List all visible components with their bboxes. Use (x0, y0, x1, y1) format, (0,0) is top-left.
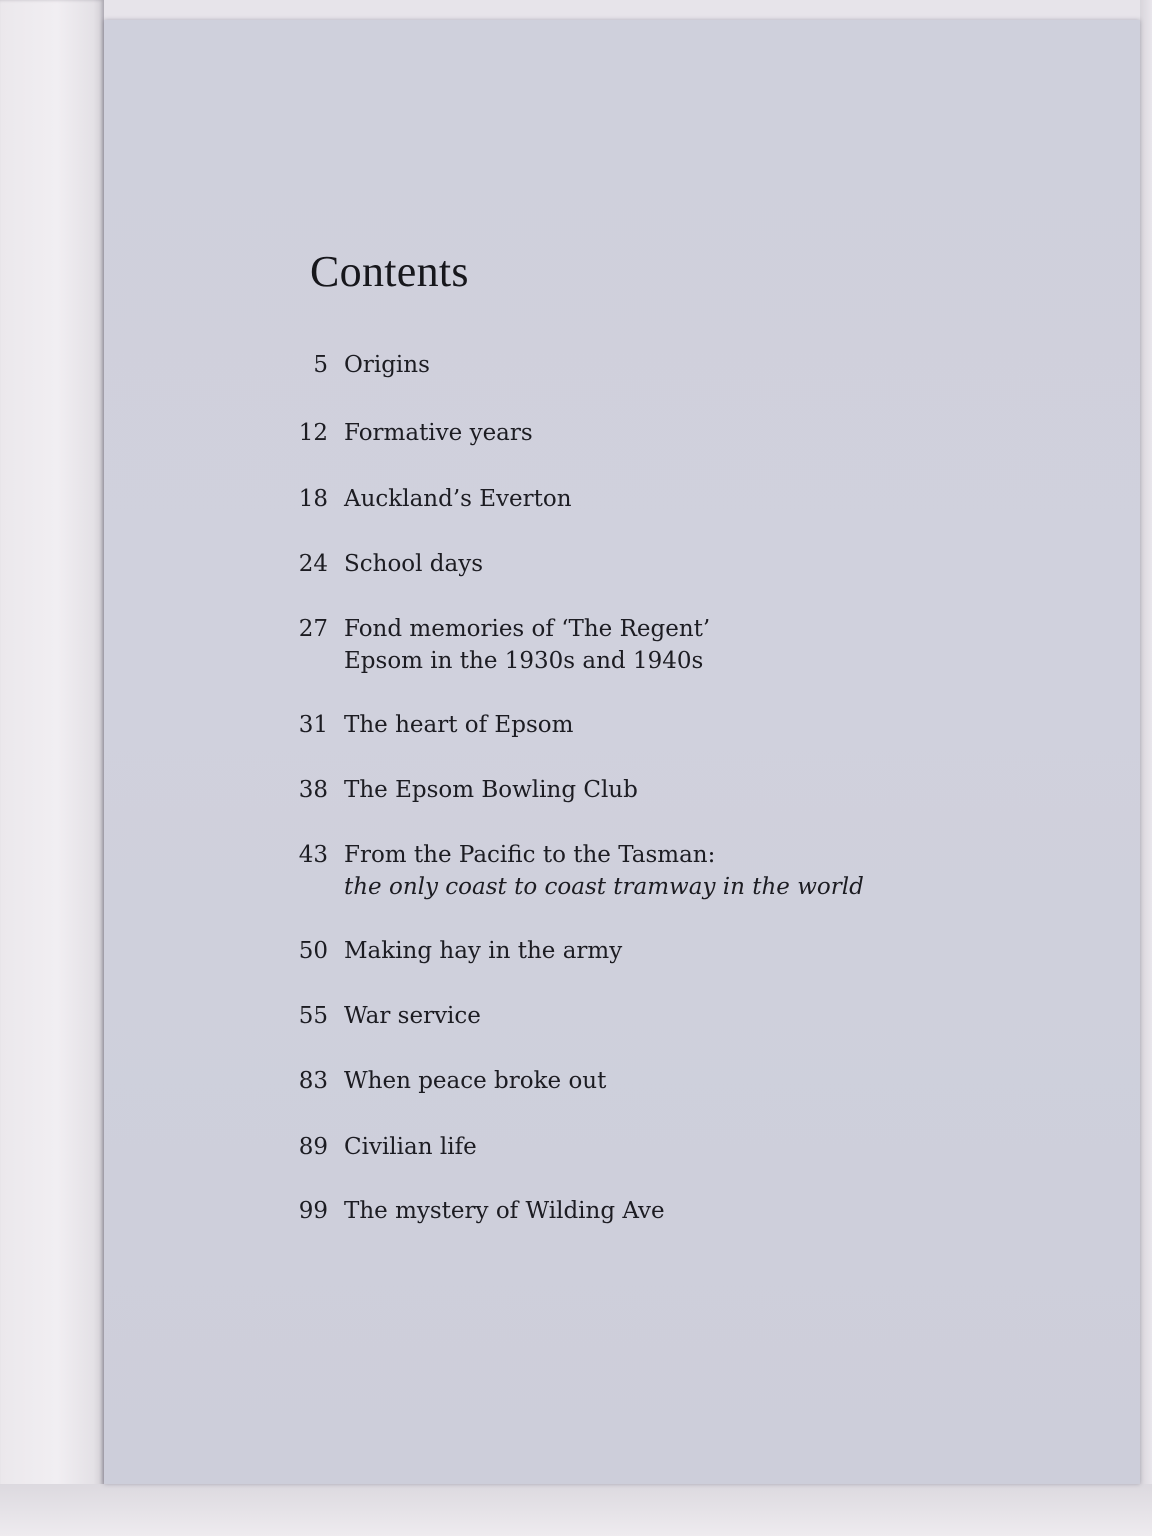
toc-page-number: 83 (298, 1068, 328, 1094)
toc-entry (104, 1003, 1004, 1073)
toc-page-number: 38 (298, 777, 328, 803)
toc-page-number: 24 (298, 551, 328, 577)
toc-chapter-title: School days (344, 551, 484, 577)
toc-entry (104, 420, 1004, 490)
facing-blank-page (0, 0, 104, 1536)
toc-entry (104, 712, 1004, 782)
toc-page-number: 31 (298, 712, 328, 738)
page-title: Contents (310, 247, 469, 296)
toc-entry (104, 551, 1004, 621)
toc-entry (104, 616, 1004, 686)
toc-entry (104, 1198, 1004, 1268)
toc-chapter-title: Origins (344, 352, 430, 378)
toc-page-number: 5 (313, 352, 328, 378)
toc-entry (104, 486, 1004, 556)
contents-page (104, 20, 1140, 1484)
toc-chapter-title: Civilian life (344, 1134, 477, 1160)
toc-page-number: 89 (298, 1134, 328, 1160)
toc-entry (104, 1068, 1004, 1138)
toc-chapter-title: Fond memories of ‘The Regent’ (344, 616, 711, 642)
toc-chapter-title: From the Pacific to the Tasman: (344, 842, 716, 868)
toc-page-number: 43 (298, 842, 328, 868)
toc-page-number: 27 (298, 616, 328, 642)
toc-chapter-subtitle: Epsom in the 1930s and 1940s (344, 648, 704, 674)
toc-page-number: 12 (298, 420, 328, 446)
toc-entry (104, 352, 1004, 422)
toc-chapter-subtitle: the only coast to coast tramway in the world (344, 874, 864, 900)
toc-page-number: 99 (298, 1198, 328, 1224)
background-bottom (0, 1484, 1152, 1536)
toc-entry (104, 1134, 1004, 1204)
toc-chapter-title: Auckland’s Everton (344, 486, 572, 512)
background-edge (1140, 0, 1152, 1536)
toc-chapter-title: Formative years (344, 420, 533, 446)
toc-entry (104, 842, 1004, 912)
toc-chapter-title: The mystery of Wilding Ave (344, 1198, 665, 1224)
toc-chapter-title: War service (344, 1003, 481, 1029)
toc-entry (104, 777, 1004, 847)
toc-entry (104, 938, 1004, 1008)
toc-page-number: 50 (298, 938, 328, 964)
toc-chapter-title: When peace broke out (344, 1068, 607, 1094)
toc-chapter-title: The heart of Epsom (344, 712, 574, 738)
toc-chapter-title: Making hay in the army (344, 938, 623, 964)
toc-page-number: 55 (298, 1003, 328, 1029)
toc-chapter-title: The Epsom Bowling Club (344, 777, 638, 803)
toc-page-number: 18 (298, 486, 328, 512)
